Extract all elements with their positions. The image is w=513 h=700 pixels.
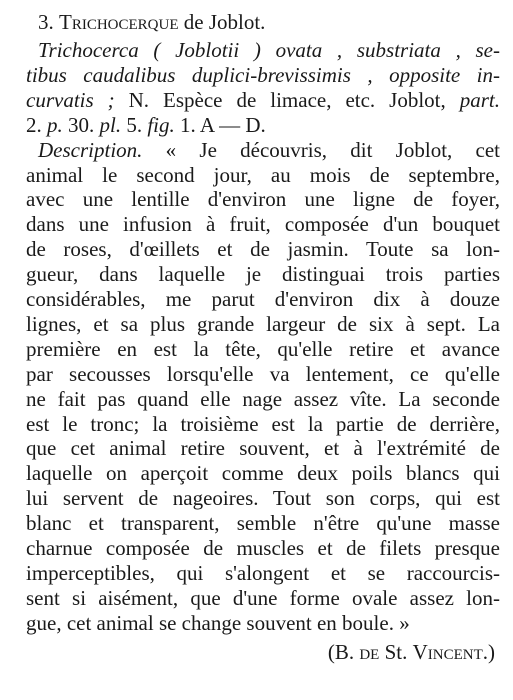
text-fragment: est le tronc; la troisième est la partie de derrière,: [26, 411, 500, 436]
text-fragment: « Je découvris, dit Joblot, cet: [142, 137, 500, 162]
text-line: [26, 287, 500, 311]
text-fragment: lignes, et sa plus grande largeur de six à sept. La: [26, 311, 500, 336]
text-fragment: Trichocerca ( Joblotii ) ovata , substriata , se-: [38, 38, 500, 62]
species-heading: [38, 10, 265, 34]
text-fragment: 5.: [121, 112, 148, 137]
text-line: [26, 212, 500, 236]
text-fragment: gueur, dans laquelle je distinguai trois parties: [26, 262, 500, 287]
text-fragment: part.: [459, 87, 501, 112]
text-line: [26, 486, 500, 510]
text-fragment: N. Espèce de limace, etc. Joblot,: [114, 87, 460, 112]
text-fragment: de roses, d'œillets et de jasmin. Toute sa lon-: [26, 237, 500, 262]
text-line: [26, 163, 500, 187]
text-fragment: fig.: [147, 112, 175, 137]
text-fragment: que cet animal retire souvent, et à l'extrémité de: [26, 436, 500, 461]
signature-open: (B.: [327, 640, 360, 664]
text-fragment: Description.: [38, 137, 143, 162]
signature-de: de: [359, 640, 380, 664]
text-line: [26, 412, 500, 436]
signature-close: ): [488, 640, 495, 664]
text-fragment: curvatis ;: [26, 87, 115, 112]
text-line: [26, 63, 500, 87]
text-fragment: 30.: [62, 112, 100, 137]
species-heading-rest: de Joblot.: [183, 10, 266, 34]
text-line: [26, 88, 500, 112]
text-line: [26, 511, 500, 535]
text-fragment: lui servent de nageoires. Tout son corps, qui est: [26, 486, 500, 511]
text-line: [38, 138, 500, 162]
signature-saint: St.: [379, 640, 413, 664]
text-fragment: 1. A — D.: [174, 112, 266, 137]
text-line: [26, 561, 500, 585]
text-line: [38, 38, 500, 62]
text-fragment: première en est la tête, qu'elle retire et avance: [26, 336, 500, 361]
text-fragment: considérables, me parut d'environ dix à douze: [26, 287, 500, 311]
text-fragment: gue, cet animal se change souvent en boule. »: [26, 610, 410, 635]
text-line: [26, 262, 500, 286]
species-number: 3.: [38, 10, 54, 34]
text-fragment: dans une infusion à fruit, composée d'un bouquet: [26, 212, 500, 237]
species-name: Trichocerque: [59, 10, 179, 34]
text-fragment: par secousses lorsqu'elle va lentement, ce qu'elle: [26, 361, 500, 386]
text-line: [26, 536, 500, 560]
text-fragment: 2.: [26, 112, 47, 137]
text-line: [26, 113, 500, 137]
text-fragment: p.: [47, 112, 63, 137]
text-line: [26, 187, 500, 211]
text-fragment: pl.: [99, 112, 122, 137]
author-signature: [328, 640, 495, 664]
text-fragment: ne fait pas quand elle nage assez vîte. La seconde: [26, 386, 500, 411]
text-line: [26, 586, 500, 610]
signature-name: Vincent.: [412, 640, 488, 664]
text-fragment: blanc et transparent, semble n'être qu'une masse: [26, 511, 500, 536]
text-line: [26, 436, 500, 460]
text-fragment: sent si aisément, que d'une forme ovale assez lon-: [26, 585, 500, 610]
text-line: [26, 461, 500, 485]
text-fragment: imperceptibles, qui s'alongent et se raccourcis-: [26, 560, 500, 585]
text-line: [26, 611, 500, 635]
text-line: [26, 362, 500, 386]
text-line: [26, 312, 500, 336]
text-fragment: tibus caudalibus duplici-brevissimis , opposite in-: [26, 62, 500, 87]
text-fragment: avec une lentille d'environ une ligne de foyer,: [26, 187, 500, 212]
text-line: [26, 337, 500, 361]
text-fragment: animal le second jour, au mois de septembre,: [26, 162, 500, 187]
text-fragment: charnue composée de muscles et de filets presque: [26, 536, 500, 560]
text-line: [26, 387, 500, 411]
text-fragment: laquelle on aperçoit comme deux poils blancs qui: [26, 461, 500, 486]
text-line: [26, 237, 500, 261]
